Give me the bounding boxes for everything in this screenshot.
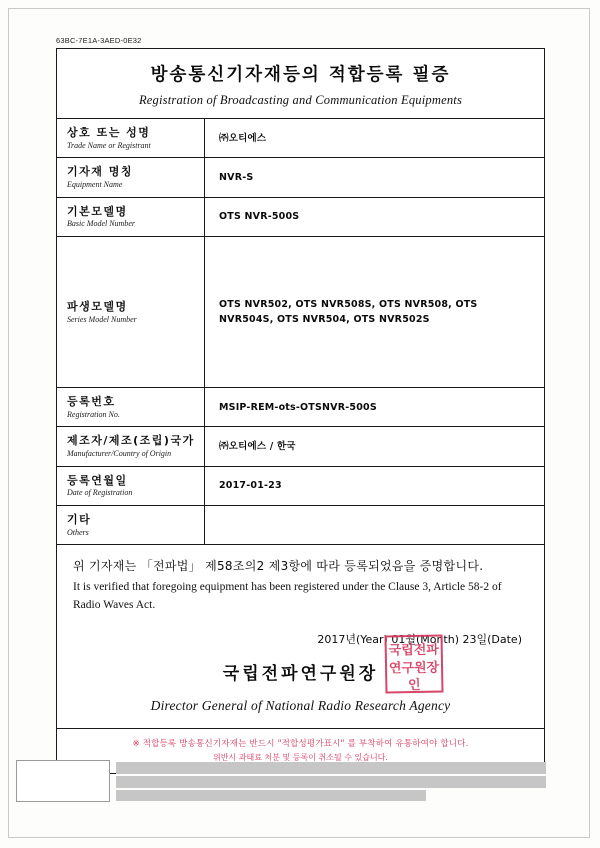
field-row-others [57, 506, 544, 545]
field-label-en: Others [67, 527, 89, 537]
field-row-date-of-registration [57, 467, 544, 506]
field-row-series-model [57, 237, 544, 388]
field-label-en: Registration No. [67, 409, 120, 419]
signer-name-en: Director General of National Radio Research Agency [150, 697, 451, 713]
field-label [57, 506, 205, 544]
field-value: ㈜오티에스 [219, 132, 267, 144]
field-label [57, 237, 205, 387]
field-row-trade-name [57, 119, 544, 158]
footer-redaction-bar-2 [116, 776, 546, 788]
field-label [57, 388, 205, 426]
field-value: OTS NVR502, OTS NVR508S, OTS NVR508, OTS NVR504S, OTS NVR504, OTS NVR502S [219, 298, 478, 326]
field-label-ko: 등록연월일 [67, 473, 128, 487]
footer-redaction-bar-3 [116, 790, 426, 801]
field-value: 2017-01-23 [219, 480, 282, 492]
field-value: ㈜오티에스 / 한국 [219, 440, 296, 452]
field-label-en: Equipment Name [67, 180, 123, 190]
notice-line-2: 위반시 과태료 처분 및 등록이 취소될 수 있습니다. [213, 752, 388, 762]
verification-statement [57, 545, 544, 622]
field-label [57, 467, 205, 505]
field-value: OTS NVR-500S [219, 211, 300, 223]
signature-block [57, 642, 544, 718]
statement-en: It is verified that foregoing equipment has been registered under the Clause 3, Article 58-2 of Radio Waves Act. [73, 581, 502, 611]
field-label-ko: 기본모델명 [67, 204, 128, 218]
field-label-ko: 상호 또는 성명 [67, 126, 151, 139]
field-row-manufacturer [57, 427, 544, 466]
statement-ko: 위 기자재는 「전파법」 제58조의2 제3항에 따라 등록되었음을 증명합니다. [73, 559, 484, 574]
field-value: NVR-S [219, 171, 254, 183]
signer-name-ko: 국립전파연구원장 [222, 663, 379, 684]
field-label-ko: 기자재 명칭 [67, 165, 133, 179]
field-label-ko: 파생모델명 [67, 299, 128, 313]
field-row-registration-no [57, 388, 544, 427]
footer-redaction-bar-1 [116, 762, 546, 774]
footer-stamp-box [16, 760, 110, 802]
certificate-title-block [57, 49, 544, 119]
page-title-en: Registration of Broadcasting and Communication Equipments [138, 93, 463, 107]
field-label-ko: 기타 [67, 513, 92, 527]
field-label [57, 158, 205, 196]
notice-line-1: ※ 적합등록 방송통신기자재는 반드시 "적합성평가표시" 를 부착하여 유통하여야 합니다. [132, 738, 469, 749]
field-label-en: Date of Registration [67, 488, 133, 498]
field-label [57, 198, 205, 236]
field-label [57, 427, 205, 465]
issue-date: 2017년(Year) 01월(Month) 23일(Date) [317, 632, 522, 646]
field-value [205, 506, 544, 544]
official-seal-icon: 국립전파연구원장인 [384, 634, 443, 693]
page-title: 방송통신기자재등의 적합등록 필증 [150, 65, 451, 85]
document-code: 63BC-7E1A-3AED-0E32 [56, 36, 142, 45]
field-label [57, 119, 205, 157]
field-label-ko: 제조자/제조(조립)국가 [67, 434, 195, 448]
certificate-card [56, 48, 545, 774]
field-label-en: Trade Name or Registrant [67, 140, 151, 150]
field-label-en: Series Model Number [67, 314, 137, 324]
field-row-basic-model [57, 198, 544, 237]
field-label-ko: 등록번호 [67, 395, 116, 409]
field-label-en: Manufacturer/Country of Origin [67, 449, 172, 459]
field-label-en: Basic Model Number [67, 219, 135, 229]
field-value: MSIP-REM-ots-OTSNVR-500S [219, 401, 377, 413]
field-row-equipment-name [57, 158, 544, 197]
